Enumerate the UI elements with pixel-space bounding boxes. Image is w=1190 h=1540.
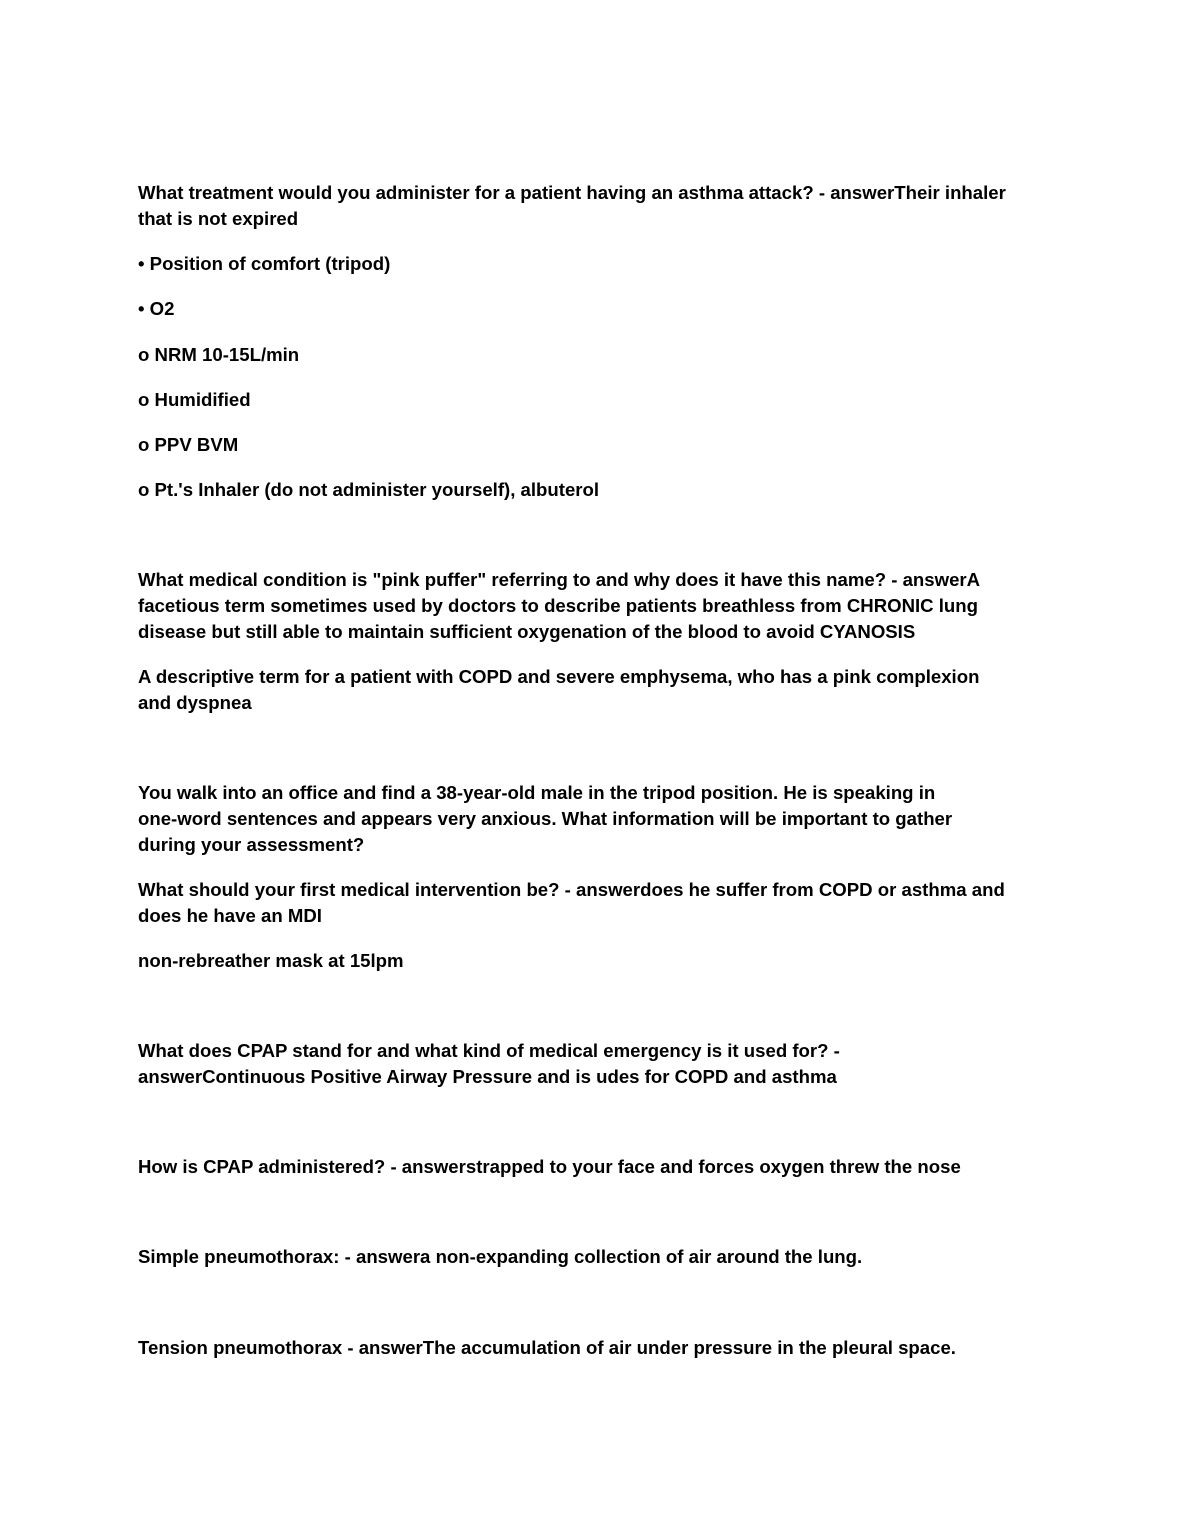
q-cpap-administered: How is CPAP administered? - answerstrapped to your face and forces oxygen threw the nose xyxy=(138,1156,961,1177)
q-tripod-scenario: You walk into an office and find a 38-year-old male in the tripod position. He is speaking in one-word sentences and appears very anxious. What information will be important to gather during your assessment? xyxy=(138,782,953,855)
asthma-bullet-o2: • O2 xyxy=(138,298,175,319)
asthma-bullet-position: • Position of comfort (tripod) xyxy=(138,253,391,274)
q-tension-pneumothorax: Tension pneumothorax - answerThe accumulation of air under pressure in the pleural space. xyxy=(138,1337,956,1358)
q-pink-puffer: What medical condition is "pink puffer" referring to and why does it have this name? - answerA facetious term sometimes used by doctors to describe patients breathless from CHRONIC lung disease but still able to maintain sufficient oxygenation of the blood to avoid CYANOSIS xyxy=(138,569,981,642)
asthma-sub-humidified: o Humidified xyxy=(138,389,251,410)
intervention-nrm: non-rebreather mask at 15lpm xyxy=(138,950,404,971)
q-asthma-treatment: What treatment would you administer for a patient having an asthma attack? - answerTheir inhaler that is not expired xyxy=(138,182,1006,229)
q-simple-pneumothorax: Simple pneumothorax: - answera non-expanding collection of air around the lung. xyxy=(138,1246,863,1267)
pink-puffer-description: A descriptive term for a patient with COPD and severe emphysema, who has a pink complexion and dyspnea xyxy=(138,666,980,713)
q-first-intervention: What should your first medical intervention be? - answerdoes he suffer from COPD or asthma and does he have an MDI xyxy=(138,879,1005,926)
asthma-sub-ppv: o PPV BVM xyxy=(138,434,239,455)
q-cpap-meaning: What does CPAP stand for and what kind of medical emergency is it used for? - answerContinuous Positive Airway Pressure and is udes for COPD and asthma xyxy=(138,1040,840,1087)
asthma-sub-inhaler: o Pt.'s Inhaler (do not administer yourself), albuterol xyxy=(138,479,600,500)
asthma-sub-nrm: o NRM 10-15L/min xyxy=(138,344,300,365)
